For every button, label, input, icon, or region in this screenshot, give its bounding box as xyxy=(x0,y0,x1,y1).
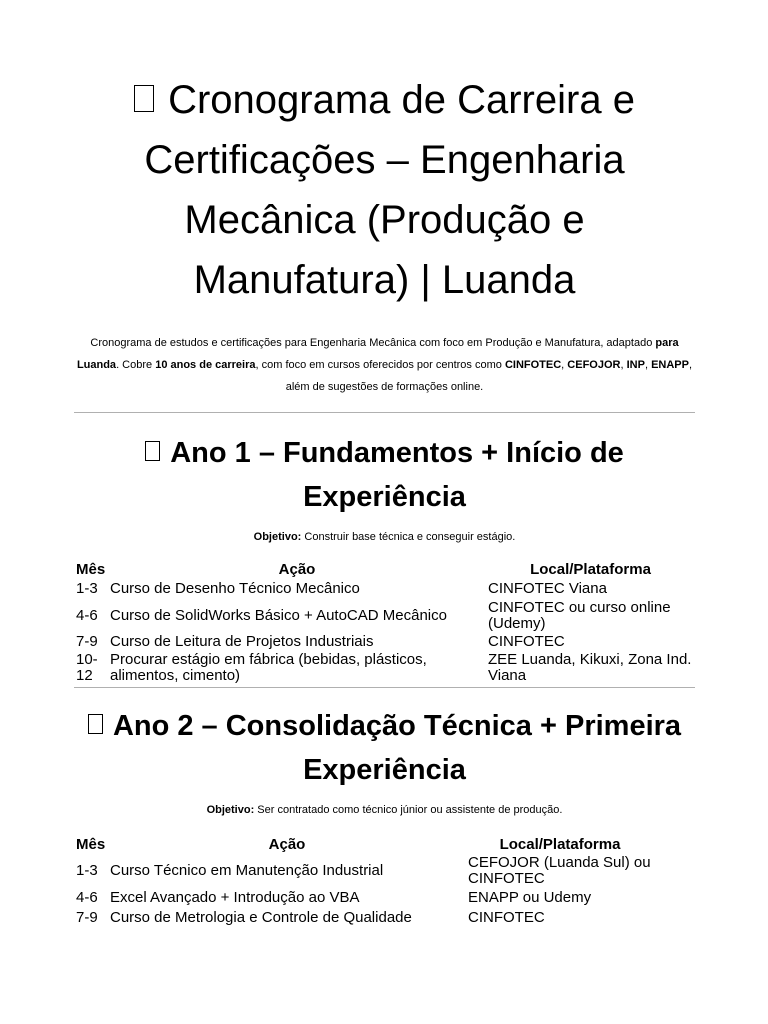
intro-text: . Cobre xyxy=(116,359,156,371)
cell-local: CEFOJOR (Luanda Sul) ou CINFOTEC xyxy=(468,854,651,887)
table-header-row xyxy=(74,561,695,579)
table-row xyxy=(74,599,695,633)
objective-label: Objetivo: xyxy=(253,531,302,543)
cell-acao: Curso Técnico em Manutenção Industrial xyxy=(110,862,384,879)
document-page xyxy=(74,0,695,928)
cell-local: CINFOTEC ou curso online (Udemy) xyxy=(488,599,671,632)
objective-label: Objetivo: xyxy=(206,804,255,816)
page-title xyxy=(74,70,695,310)
column-header-acao: Ação xyxy=(278,561,316,578)
cell-local: ZEE Luanda, Kikuxi, Zona Ind. Viana xyxy=(488,651,692,684)
intro-text: , xyxy=(644,359,652,371)
section-title-ano-1 xyxy=(74,431,695,519)
cell-local: CINFOTEC xyxy=(488,633,565,650)
table-row xyxy=(74,651,695,685)
cell-local: CINFOTEC xyxy=(468,909,545,926)
missing-glyph-icon xyxy=(88,714,103,734)
cell-mes: 7-9 xyxy=(76,909,98,926)
column-header-acao: Ação xyxy=(268,836,306,853)
intro-text: , além de sugestões de formações online. xyxy=(285,359,693,393)
column-header-local: Local/Plataforma xyxy=(499,836,621,853)
intro-text: Cronograma de estudos e certificações para Engenharia Mecânica com foco em Produção e Manufatura, adaptado xyxy=(90,337,656,349)
cell-acao: Procurar estágio em fábrica (bebidas, plásticos, alimentos, cimento) xyxy=(110,651,427,684)
intro-bold-enapp: ENAPP xyxy=(651,359,689,371)
cell-mes: 1-3 xyxy=(76,580,98,597)
column-header-mes: Mês xyxy=(76,836,106,853)
cell-local: ENAPP ou Udemy xyxy=(468,889,592,906)
section-title-text: Ano 1 – Fundamentos + Início de Experiência xyxy=(170,437,624,513)
intro-bold-cinfotec: CINFOTEC xyxy=(504,359,562,371)
column-header-mes: Mês xyxy=(76,561,106,578)
page-title-text: Cronograma de Carreira e Certificações – Engenharia Mecânica (Produção e Manufatura) | Luanda xyxy=(144,78,635,302)
table-row xyxy=(74,579,695,599)
table-row xyxy=(74,908,654,928)
cell-acao: Curso de Metrologia e Controle de Qualidade xyxy=(110,909,412,926)
schedule-table-ano-2 xyxy=(74,836,654,928)
cell-mes: 4-6 xyxy=(76,607,98,624)
section-divider xyxy=(74,687,695,688)
cell-acao: Curso de SolidWorks Básico + AutoCAD Mecânico xyxy=(110,607,447,624)
missing-glyph-icon xyxy=(145,441,160,461)
table-row xyxy=(74,854,654,888)
intro-bold-career: 10 anos de carreira xyxy=(155,359,256,371)
table-row xyxy=(74,888,654,908)
section-objective xyxy=(74,529,695,545)
table-row xyxy=(74,633,695,651)
cell-mes: 4-6 xyxy=(76,889,98,906)
table-header-row xyxy=(74,836,654,854)
section-objective xyxy=(74,802,695,818)
intro-text: , xyxy=(561,359,568,371)
cell-mes: 7-9 xyxy=(76,633,98,650)
cell-mes: 10-12 xyxy=(76,651,98,684)
objective-text: Ser contratado como técnico júnior ou assistente de produção. xyxy=(254,804,563,816)
cell-acao: Excel Avançado + Introdução ao VBA xyxy=(110,889,360,906)
column-header-local: Local/Plataforma xyxy=(530,561,651,578)
section-title-text: Ano 2 – Consolidação Técnica + Primeira Experiência xyxy=(112,710,682,786)
cell-acao: Curso de Desenho Técnico Mecânico xyxy=(110,580,360,597)
intro-text: , xyxy=(620,359,627,371)
cell-acao: Curso de Leitura de Projetos Industriais xyxy=(110,633,374,650)
cell-mes: 1-3 xyxy=(76,862,98,879)
missing-glyph-icon xyxy=(134,85,154,112)
cell-local: CINFOTEC Viana xyxy=(488,580,607,597)
section-title-ano-2 xyxy=(74,704,695,792)
objective-text: Construir base técnica e conseguir estágio. xyxy=(301,531,516,543)
schedule-table-ano-1 xyxy=(74,561,695,685)
intro-bold-cefojor: CEFOJOR xyxy=(567,359,621,371)
intro-text: , com foco em cursos oferecidos por centros como xyxy=(255,359,505,371)
intro-bold-luanda: para Luanda xyxy=(76,337,679,371)
intro-bold-inp: INP xyxy=(626,359,645,371)
intro-paragraph xyxy=(74,332,695,398)
section-divider xyxy=(74,412,695,413)
